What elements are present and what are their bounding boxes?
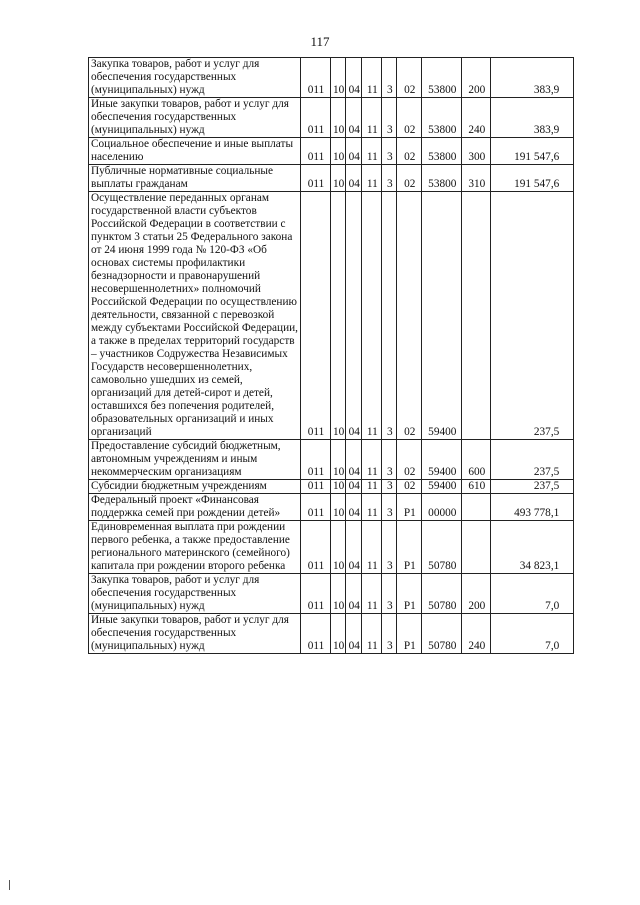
- table-body: [89, 58, 574, 654]
- table-row: [89, 521, 574, 574]
- table-row: [89, 494, 574, 521]
- subsection-cell: 04: [346, 98, 362, 138]
- table-row: [89, 98, 574, 138]
- program-cell: 11: [362, 138, 382, 165]
- expense-type-cell: 310: [462, 165, 491, 192]
- amount-cell: 191 547,6: [491, 138, 574, 165]
- row-name-cell: Федеральный проект «Финансовая поддержка семей при рождении детей»: [89, 494, 301, 521]
- subprogram-cell: 3: [382, 614, 397, 654]
- table-row: [89, 58, 574, 98]
- section-cell: 10: [331, 58, 346, 98]
- subsection-cell: 04: [346, 58, 362, 98]
- row-name-cell: Предоставление субсидий бюджетным, автономным учреждениям и иным некоммерческим организациям: [89, 440, 301, 480]
- admin-code-cell: 011: [301, 98, 331, 138]
- subsection-cell: 04: [346, 165, 362, 192]
- subsection-cell: 04: [346, 440, 362, 480]
- row-name-cell: Закупка товаров, работ и услуг для обеспечения государственных (муниципальных) нужд: [89, 58, 301, 98]
- section-cell: 10: [331, 574, 346, 614]
- subprogram-cell: 3: [382, 165, 397, 192]
- main-event-cell: P1: [397, 614, 422, 654]
- program-cell: 11: [362, 165, 382, 192]
- row-name-cell: Иные закупки товаров, работ и услуг для обеспечения государственных (муниципальных) нужд: [89, 614, 301, 654]
- direction-code-cell: 50780: [422, 614, 462, 654]
- expense-type-cell: 300: [462, 138, 491, 165]
- subprogram-cell: 3: [382, 98, 397, 138]
- admin-code-cell: 011: [301, 494, 331, 521]
- subprogram-cell: 3: [382, 440, 397, 480]
- amount-cell: 493 778,1: [491, 494, 574, 521]
- subprogram-cell: 3: [382, 494, 397, 521]
- direction-code-cell: 53800: [422, 138, 462, 165]
- program-cell: 11: [362, 440, 382, 480]
- section-cell: 10: [331, 192, 346, 440]
- amount-cell: 383,9: [491, 58, 574, 98]
- program-cell: 11: [362, 494, 382, 521]
- subprogram-cell: 3: [382, 521, 397, 574]
- expense-type-cell: 200: [462, 58, 491, 98]
- admin-code-cell: 011: [301, 58, 331, 98]
- subprogram-cell: 3: [382, 192, 397, 440]
- program-cell: 11: [362, 614, 382, 654]
- table-row: [89, 138, 574, 165]
- main-event-cell: P1: [397, 521, 422, 574]
- section-cell: 10: [331, 614, 346, 654]
- main-event-cell: 02: [397, 165, 422, 192]
- direction-code-cell: 53800: [422, 165, 462, 192]
- row-name-cell: Иные закупки товаров, работ и услуг для обеспечения государственных (муниципальных) нужд: [89, 98, 301, 138]
- program-cell: 11: [362, 98, 382, 138]
- table-row: [89, 165, 574, 192]
- program-cell: 11: [362, 58, 382, 98]
- amount-cell: 7,0: [491, 614, 574, 654]
- program-cell: 11: [362, 521, 382, 574]
- subsection-cell: 04: [346, 494, 362, 521]
- section-cell: 10: [331, 138, 346, 165]
- page-number: 117: [310, 34, 330, 49]
- direction-code-cell: 59400: [422, 480, 462, 494]
- table-row: [89, 614, 574, 654]
- admin-code-cell: 011: [301, 521, 331, 574]
- main-event-cell: 02: [397, 192, 422, 440]
- program-cell: 11: [362, 192, 382, 440]
- section-cell: 10: [331, 521, 346, 574]
- table-row: [89, 192, 574, 440]
- subsection-cell: 04: [346, 521, 362, 574]
- subsection-cell: 04: [346, 574, 362, 614]
- main-event-cell: 02: [397, 440, 422, 480]
- margin-mark: [9, 880, 10, 890]
- amount-cell: 7,0: [491, 574, 574, 614]
- section-cell: 10: [331, 440, 346, 480]
- direction-code-cell: 50780: [422, 521, 462, 574]
- amount-cell: 237,5: [491, 192, 574, 440]
- direction-code-cell: 00000: [422, 494, 462, 521]
- direction-code-cell: 59400: [422, 192, 462, 440]
- amount-cell: 237,5: [491, 480, 574, 494]
- admin-code-cell: 011: [301, 480, 331, 494]
- table-row: [89, 574, 574, 614]
- row-name-cell: Осуществление переданных органам государственной власти субъектов Российской Федерации в соответствии с пунктом 3 статьи 25 Федерального закона от 24 июня 1999 года № 120-ФЗ «Об основах системы профилактики безнадзорности и правонарушений несовершеннолетних» полномочий Российской Федерации по осуществлению деятельности, связанной с перевозкой между субъектами Российской Федерации, а также в пределах территорий государств – участников Содружества Независимых Государств несовершеннолетних, самовольно ушедших из семей, организаций для детей-сирот и детей, оставшихся без попечения родителей, образовательных организаций и иных организаций: [89, 192, 301, 440]
- main-event-cell: P1: [397, 494, 422, 521]
- subsection-cell: 04: [346, 192, 362, 440]
- program-cell: 11: [362, 574, 382, 614]
- amount-cell: 237,5: [491, 440, 574, 480]
- direction-code-cell: 59400: [422, 440, 462, 480]
- section-cell: 10: [331, 480, 346, 494]
- main-event-cell: 02: [397, 98, 422, 138]
- admin-code-cell: 011: [301, 192, 331, 440]
- subprogram-cell: 3: [382, 138, 397, 165]
- amount-cell: 191 547,6: [491, 165, 574, 192]
- subprogram-cell: 3: [382, 574, 397, 614]
- table-row: [89, 440, 574, 480]
- program-cell: 11: [362, 480, 382, 494]
- main-event-cell: P1: [397, 574, 422, 614]
- expense-type-cell: 200: [462, 574, 491, 614]
- row-name-cell: Социальное обеспечение и иные выплаты населению: [89, 138, 301, 165]
- subsection-cell: 04: [346, 480, 362, 494]
- direction-code-cell: 53800: [422, 98, 462, 138]
- subsection-cell: 04: [346, 614, 362, 654]
- direction-code-cell: 53800: [422, 58, 462, 98]
- admin-code-cell: 011: [301, 165, 331, 192]
- subprogram-cell: 3: [382, 58, 397, 98]
- row-name-cell: Публичные нормативные социальные выплаты гражданам: [89, 165, 301, 192]
- admin-code-cell: 011: [301, 440, 331, 480]
- subsection-cell: 04: [346, 138, 362, 165]
- section-cell: 10: [331, 494, 346, 521]
- expense-type-cell: 240: [462, 614, 491, 654]
- subprogram-cell: 3: [382, 480, 397, 494]
- amount-cell: 34 823,1: [491, 521, 574, 574]
- table-row: [89, 480, 574, 494]
- row-name-cell: Закупка товаров, работ и услуг для обеспечения государственных (муниципальных) нужд: [89, 574, 301, 614]
- row-name-cell: Субсидии бюджетным учреждениям: [89, 480, 301, 494]
- expense-type-cell: [462, 521, 491, 574]
- main-event-cell: 02: [397, 58, 422, 98]
- section-cell: 10: [331, 98, 346, 138]
- section-cell: 10: [331, 165, 346, 192]
- amount-cell: 383,9: [491, 98, 574, 138]
- expense-type-cell: 610: [462, 480, 491, 494]
- admin-code-cell: 011: [301, 138, 331, 165]
- main-event-cell: 02: [397, 138, 422, 165]
- expense-type-cell: [462, 494, 491, 521]
- admin-code-cell: 011: [301, 574, 331, 614]
- admin-code-cell: 011: [301, 614, 331, 654]
- expense-type-cell: 240: [462, 98, 491, 138]
- direction-code-cell: 50780: [422, 574, 462, 614]
- main-event-cell: 02: [397, 480, 422, 494]
- row-name-cell: Единовременная выплата при рождении первого ребенка, а также предоставление регионального материнского (семейного) капитала при рождении второго ребенка: [89, 521, 301, 574]
- expense-type-cell: [462, 192, 491, 440]
- budget-table: [88, 57, 574, 654]
- expense-type-cell: 600: [462, 440, 491, 480]
